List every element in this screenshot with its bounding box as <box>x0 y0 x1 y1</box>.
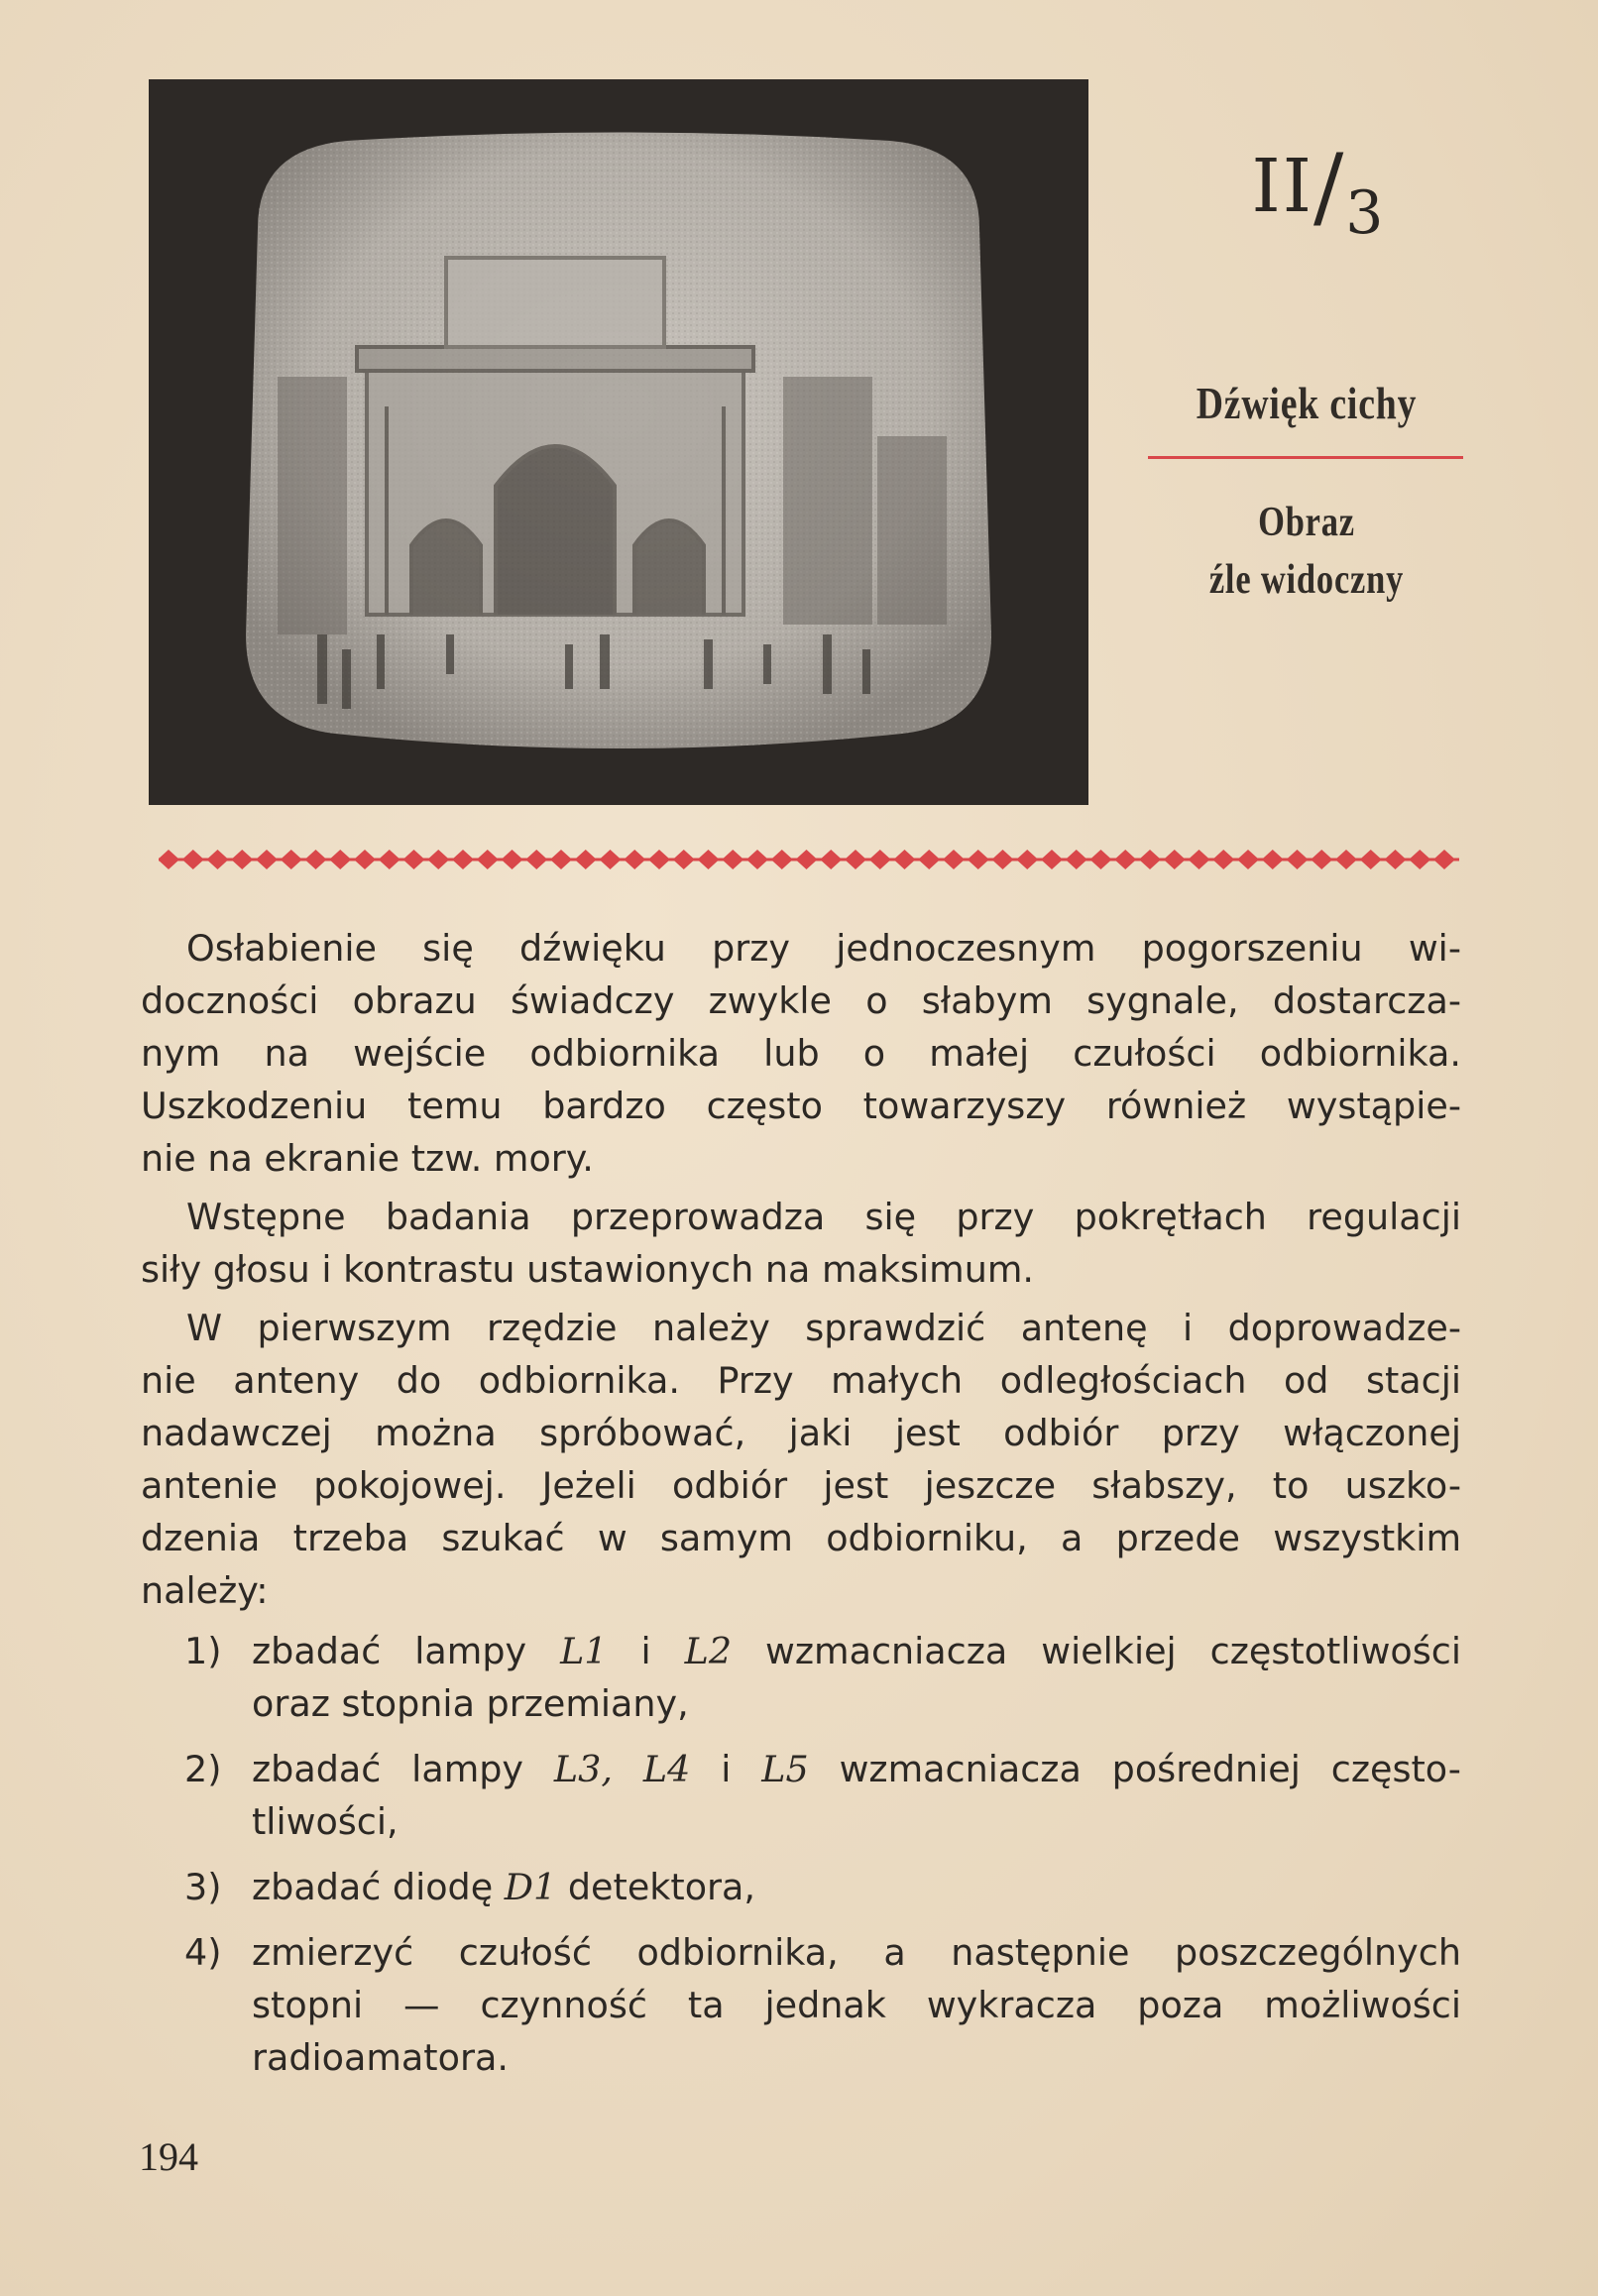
diamond-mark <box>1287 850 1309 869</box>
paragraph-2 <box>141 1191 1461 1296</box>
diamond-mark <box>992 850 1014 869</box>
diamond-mark <box>845 850 866 869</box>
diamond-mark <box>1212 850 1234 869</box>
list-line: zbadać lampy L1 i L2 wzmacniacza wielkiej częstotliwości <box>252 1630 1461 1672</box>
lamp-label: L5 <box>761 1748 809 1790</box>
diamond-mark <box>600 850 622 869</box>
diamond-mark <box>452 850 474 869</box>
diamond-mark <box>1016 850 1038 869</box>
diamond-mark <box>575 850 597 869</box>
diamond-mark <box>722 850 743 869</box>
text-line: Wstępne badania przeprowadza się przy pokrętłach regulacji <box>186 1196 1461 1238</box>
text-line: Uszkodzeniu temu bardzo często towarzyszy również wystąpie- <box>141 1085 1461 1127</box>
diamond-mark <box>256 850 278 869</box>
tv-screen-photo <box>149 79 1088 805</box>
diamond-mark <box>1262 850 1284 869</box>
text-line: siły głosu i kontrastu ustawionych na maksimum. <box>141 1248 1035 1291</box>
diamond-mark <box>1360 850 1382 869</box>
list-number: 2) <box>184 1748 222 1790</box>
list-item <box>141 1861 1461 1913</box>
diamond-mark <box>427 850 449 869</box>
diamond-mark <box>698 850 720 869</box>
lamp-label: L2 <box>684 1630 733 1672</box>
list-line: zmierzyć czułość odbiornika, a następnie poszczególnych <box>252 1931 1461 1974</box>
diamond-mark <box>771 850 793 869</box>
lamp-label: L3, L4 <box>553 1748 691 1790</box>
diamond-mark <box>525 850 547 869</box>
diamond-mark <box>403 850 425 869</box>
checklist <box>141 1625 1461 2084</box>
diamond-mark <box>1164 850 1186 869</box>
diamond-mark <box>820 850 842 869</box>
list-number: 1) <box>184 1630 222 1672</box>
symptom-title: Dźwięk cichy <box>1196 378 1418 428</box>
diamond-mark <box>159 850 179 869</box>
diamond-mark <box>1385 850 1407 869</box>
diamond-mark <box>182 850 204 869</box>
diamond-mark <box>648 850 670 869</box>
diamond-mark <box>1090 850 1112 869</box>
symptom-subtitle-line1: Obraz <box>1258 500 1355 545</box>
text-line: W pierwszym rzędzie należy sprawdzić antenę i doprowadze- <box>186 1307 1461 1349</box>
diamond-mark <box>968 850 989 869</box>
list-number: 4) <box>184 1931 222 1974</box>
list-line: zbadać diodę D1 detektora, <box>252 1866 756 1908</box>
list-line: oraz stopnia przemiany, <box>252 1682 689 1725</box>
diamond-mark <box>943 850 965 869</box>
diamond-mark <box>1409 850 1430 869</box>
diamond-mark <box>918 850 940 869</box>
body-text <box>141 922 1461 2097</box>
diamond-mark <box>746 850 768 869</box>
ornamental-divider <box>159 845 1459 874</box>
diamond-mark <box>1237 850 1259 869</box>
diamond-mark <box>1114 850 1136 869</box>
list-line: tliwości, <box>252 1800 399 1843</box>
symptom-subtitle <box>1177 494 1436 609</box>
section-number <box>1190 129 1447 248</box>
diamond-mark <box>207 850 229 869</box>
text-line: dzenia trzeba szukać w samym odbiorniku, a przede wszystkim <box>141 1517 1461 1559</box>
paragraph-3 <box>141 1302 1461 1617</box>
diamond-mark <box>1311 850 1332 869</box>
list-line: zbadać lampy L3, L4 i L5 wzmacniacza pośredniej często- <box>252 1748 1461 1790</box>
list-item <box>141 1625 1461 1730</box>
section-sub: 3 <box>1345 178 1386 248</box>
paragraph-1 <box>141 922 1461 1185</box>
diamond-mark <box>477 850 499 869</box>
diamond-mark <box>1433 850 1455 869</box>
list-line: radioamatora. <box>252 2036 509 2079</box>
list-number: 3) <box>184 1866 222 1908</box>
text-line: należy: <box>141 1569 269 1612</box>
list-item <box>141 1926 1461 2084</box>
text-line: antenie pokojowej. Jeżeli odbiór jest jeszcze słabszy, to uszko- <box>141 1464 1461 1507</box>
section-main: II <box>1251 144 1313 229</box>
lamp-label: D1 <box>504 1866 557 1908</box>
diamond-mark <box>502 850 523 869</box>
diamond-mark <box>624 850 645 869</box>
diamond-mark <box>281 850 302 869</box>
tv-screen-illustration <box>149 79 1088 805</box>
text-line: Osłabienie się dźwięku przy jednoczesnym pogorszeniu wi- <box>186 927 1461 970</box>
lamp-label: L1 <box>560 1630 608 1672</box>
text-line: nym na wejście odbiornika lub o małej czułości odbiornika. <box>141 1032 1461 1075</box>
page-number: 194 <box>139 2134 198 2179</box>
diamond-mark <box>231 850 253 869</box>
symptom-subtitle-line2: źle widoczny <box>1208 557 1405 603</box>
diamond-mark <box>1335 850 1357 869</box>
text-line: nie na ekranie tzw. mory. <box>141 1137 594 1180</box>
symptom-divider <box>1148 456 1463 459</box>
text-line: nie anteny do odbiornika. Przy małych odległościach od stacji <box>141 1359 1461 1402</box>
diamond-mark <box>354 850 376 869</box>
diamond-mark <box>869 850 891 869</box>
diamond-mark <box>1139 850 1161 869</box>
diamond-mark <box>1189 850 1210 869</box>
diamond-mark <box>329 850 351 869</box>
section-slash: / <box>1313 135 1346 239</box>
diamond-row <box>159 845 1459 874</box>
list-line: stopni — czynność ta jednak wykracza poza możliwości <box>252 1984 1461 2026</box>
diamond-mark <box>894 850 916 869</box>
text-line: nadawczej można spróbować, jaki jest odbiór przy włączonej <box>141 1412 1461 1454</box>
diamond-mark <box>673 850 695 869</box>
diamond-mark <box>379 850 400 869</box>
diamond-mark <box>1066 850 1087 869</box>
diamond-mark <box>550 850 572 869</box>
diamond-mark <box>796 850 818 869</box>
diamond-mark <box>305 850 327 869</box>
text-line: doczności obrazu świadczy zwykle o słabym sygnale, dostarcza- <box>141 979 1461 1022</box>
diamond-mark <box>1041 850 1063 869</box>
list-item <box>141 1743 1461 1848</box>
